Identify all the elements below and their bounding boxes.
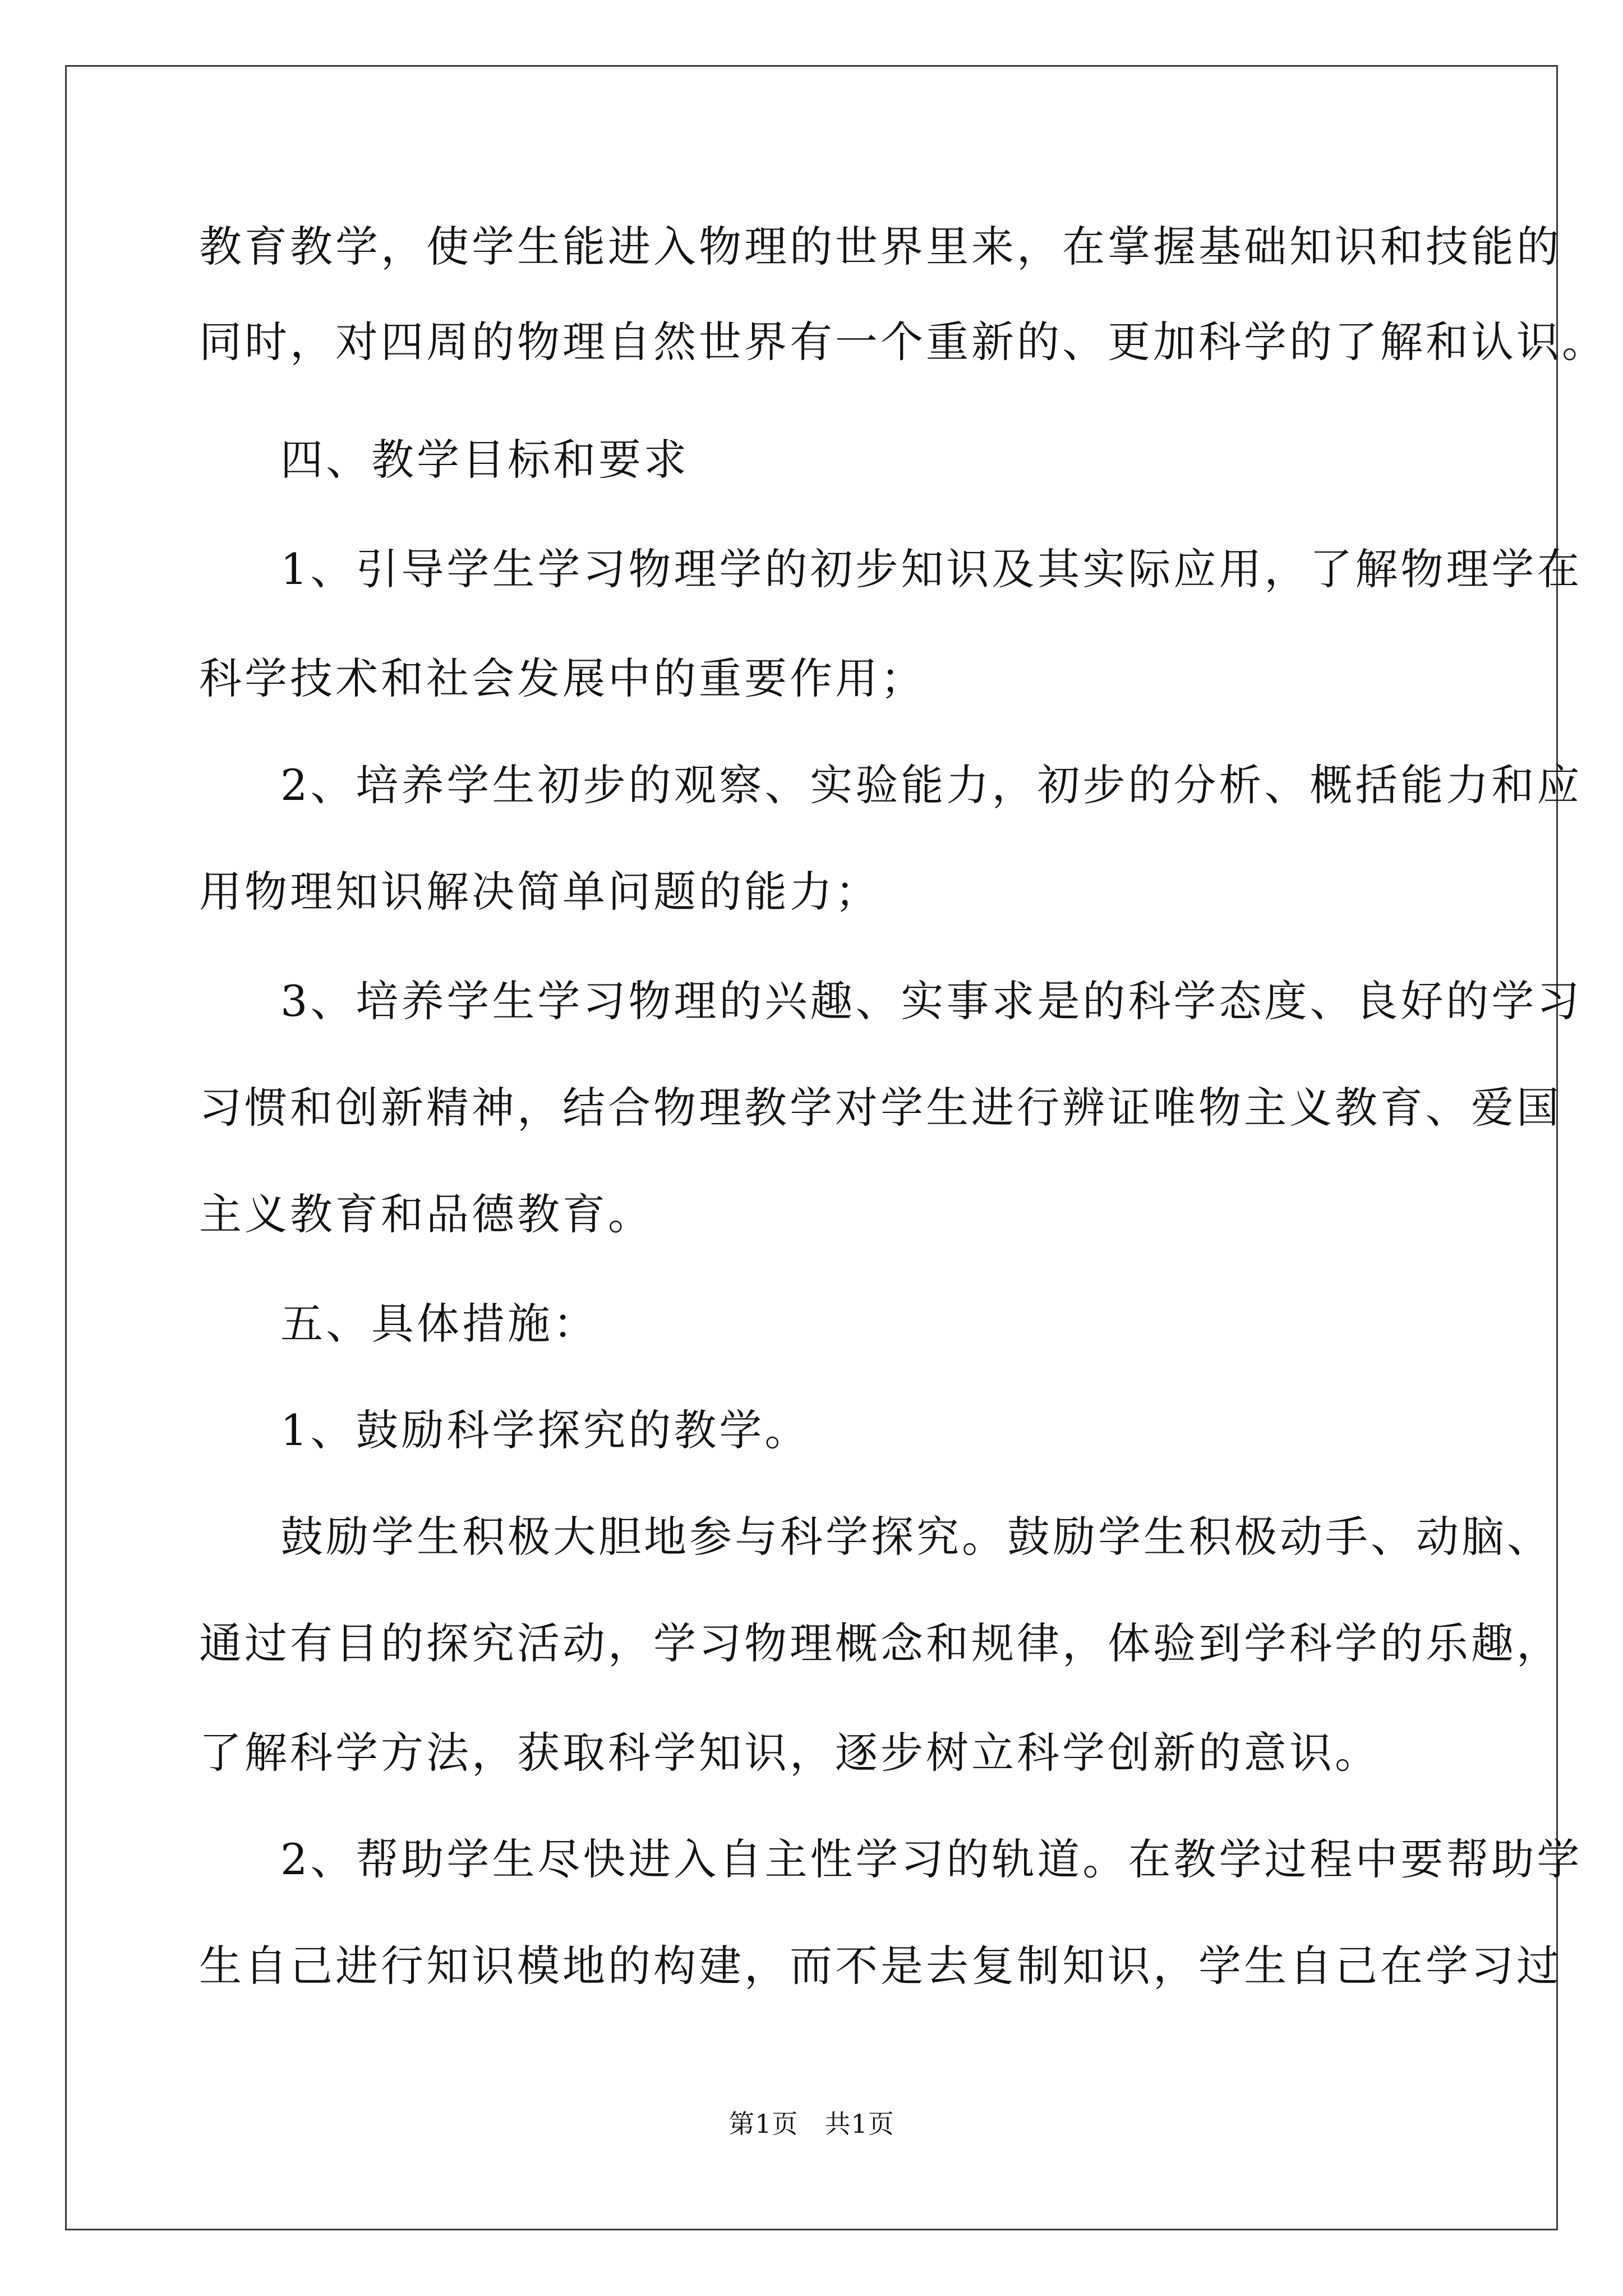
body-line: 2、培养学生初步的观察、实验能力，初步的分析、概括能力和应 (280, 760, 1583, 810)
page-frame (65, 65, 1558, 2230)
body-line: 用物理知识解决简单问题的能力； (199, 867, 880, 917)
body-line: 3、培养学生学习物理的兴趣、实事求是的科学态度、良好的学习 (280, 976, 1583, 1026)
body-line: 主义教育和品德教育。 (199, 1189, 653, 1239)
body-line: 科学技术和社会发展中的重要作用； (199, 654, 926, 703)
body-line: 生自己进行知识模地的构建，而不是去复制知识，学生自己在学习过 (199, 1941, 1562, 1991)
body-line: 教育教学，使学生能进入物理的世界里来，在掌握基础知识和技能的 (199, 222, 1562, 272)
section-heading: 五、具体措施： (280, 1299, 598, 1349)
section-heading: 四、教学目标和要求 (280, 435, 689, 485)
page-number: 第1页 共1页 (728, 2109, 895, 2139)
body-line: 习惯和创新精神，结合物理教学对学生进行辨证唯物主义教育、爱国 (199, 1083, 1562, 1133)
body-line: 1、鼓励科学探究的教学。 (280, 1405, 810, 1455)
body-line: 鼓励学生积极大胆地参与科学探究。鼓励学生积极动手、动脑、 (280, 1512, 1552, 1562)
body-line: 2、帮助学生尽快进入自主性学习的轨道。在教学过程中要帮助学 (280, 1834, 1583, 1884)
body-line: 同时，对四周的物理自然世界有一个重新的、更加科学的了解和认识。 (199, 317, 1607, 367)
body-line: 1、引导学生学习物理学的初步知识及其实际应用，了解物理学在 (280, 544, 1583, 594)
body-line: 了解科学方法，获取科学知识，逐步树立科学创新的意识。 (199, 1728, 1380, 1778)
body-line: 通过有目的探究活动，学习物理概念和规律，体验到学科学的乐趣， (199, 1618, 1562, 1668)
